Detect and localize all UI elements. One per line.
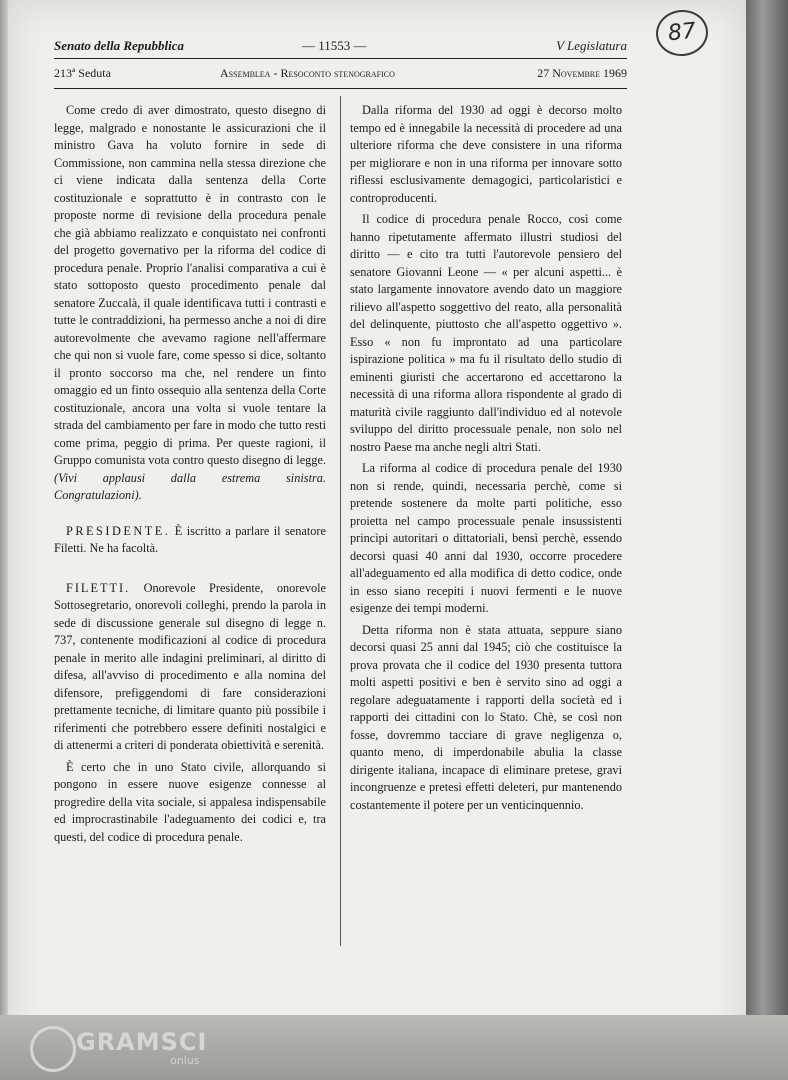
header-legislature: V Legislatura — [556, 38, 627, 53]
watermark-circle-icon — [30, 1026, 76, 1072]
paragraph-presidente: PRESIDENTE. È iscritto a parlare il senatore Filetti. Ne ha facoltà. — [54, 523, 326, 555]
paragraph: Come credo di aver dimostrato, questo disegno di legge, malgrado e nonostante le assicurazioni che il ministro Gava ha voluto fornire in sede di Commissione, non cammina nella stessa direzione che ci viene indicata dalla sentenza della Corte costituzionale e soprattutto è in contrasto con le proposte norme di revisione della procedura penale che già abbiamo realizzato e conquistato nei confronti del progetto governativo per la riforma del codice di procedura penale. Proprio l'analisi comparativa a cui è stato sottoposto questo procedimento penale dal senatore Zuccalà, il quale identificava tutti i contrasti e tutte le contraddizioni, ha permesso anche a noi di dire autorevolmente che avevamo ragione nell'affermare che qui non si vuole fare, come spesso si dice, soltanto il pronto soccorso ma che, nel rendere un finto omaggio ed un finto ossequio alla sentenza della Corte costituzionale, ancora una volta si vuole tentare la strada del cambiamento per fare in modo che tutto resti come prima, peggio di prima. Per queste ragioni, il Gruppo comunista vota contro questo disegno di legge. (Vivi applausi dalla estrema sinistra. Congratulazioni). — [54, 103, 326, 502]
session-rule — [54, 88, 627, 89]
paragraph: Il codice di procedura penale Rocco, così come hanno ripetutamente affermato illustri studiosi del diritto — e cito tra tutti l'autorevole pensiero del senatore Giovanni Leone — « per alcuni aspetti... è stato largamente innovatore avendo dato un maggiore rilievo all'aspetto soggettivo del reato, alla personalità del delinquente, piuttosto che all'aspetto oggettivo ». Esso « non fu improntato ad una particolare ispirazione politica » ma fu il risultato dello studio di eminenti giuristi che accertarono ed accettarono la necessità di una riforma allora rispondente al grado di maturità civile raggiunto dall'individuo ed al notevole sviluppo del diritto processuale penale, non solo nel nostro Paese ma anche negli altri Stati. — [350, 212, 622, 454]
right-column — [350, 102, 622, 818]
header-date: 27 Novembre 1969 — [537, 66, 627, 80]
header-section: Assemblea - Resoconto stenografico — [220, 66, 395, 80]
session-header — [54, 66, 627, 84]
paragraph: Detta riforma non è stata attuata, seppure siano decorsi quasi 25 anni dal 1945; ciò che costituisce la prova provata che il codice del 1930 presenta tuttora molti aspetti positivi e ben è servito sino ad oggi a regolare adeguatamente i rapporti della società ed i rapporti dei cittadini con lo Stato. Chè, se così non fosse, dovremmo tacciare di grave negligenza o, quanto meno, di imperdonabile abulia la classe dirigente italiana, incapace di eliminare pretese, gravi incongruenze e pretesi effetti deleteri, pur mantenendo costantemente il potere per un venticinquennio. — [350, 622, 622, 812]
applause-note: (Vivi applausi dalla estrema sinistra. Congratulazioni). — [54, 470, 326, 502]
header-seduta: 213ª Seduta — [54, 66, 111, 80]
watermark-text: GRAMSCI — [76, 1028, 208, 1056]
header-rule — [54, 58, 627, 59]
speaker-name: FILETTI. — [66, 580, 131, 595]
watermark-subtext: onlus — [170, 1054, 200, 1067]
paragraph-filetti: FILETTI. Onorevole Presidente, onorevole Sottosegretario, onorevoli colleghi, prendo la parola in sede di discussione generale sul disegno di legge n. 737, contenente modificazioni al codice di procedura penale in merito alle indagini preliminari, al diritto di difesa, all'avviso di procedimento e alla nomina del difensore, prefiggendomi di fare considerazioni prettamente tecniche, di limitare quanto più possibile i riferimenti che potrebbero essere definiti nostalgici e di attenermi a criteri di ponderata obiettività e serenità. — [54, 580, 326, 752]
running-header — [54, 38, 627, 56]
left-column — [54, 102, 326, 850]
column-divider — [340, 96, 341, 946]
paragraph: La riforma al codice di procedura penale del 1930 non si rende, quindi, necessaria perchè, come si pretende sostenere da molte parti politiche, esso proietta nel campo processuale penale insussistenti princìpi autoritari o dittatoriali, bensì perchè, essendo decorsi quasi 40 anni dal 1930, occorre procedere all'adeguamento ed alla modifica di detto codice, onde in esso siano recepiti i nuovi fermenti e le nuove esigenze dei tempi moderni. — [350, 461, 622, 615]
header-page-number: — 11553 — — [302, 38, 367, 53]
page-stamp: 87 — [654, 7, 711, 58]
header-institution: Senato della Repubblica — [54, 38, 184, 53]
watermark-logo — [30, 1022, 230, 1072]
paragraph: È certo che in uno Stato civile, allorquando si pongono in essere nuove esigenze connesse al progredire della vita sociale, si appalesa indispensabile ed improcrastinabile l'adeguamento dei codici e, tra questi, del codice di procedura penale. — [54, 759, 326, 844]
paragraph: Dalla riforma del 1930 ad oggi è decorso molto tempo ed è innegabile la necessità di procedere ad una ulteriore riforma che deve consistere in una riforma per migliorare e non in una riforma per innovare sotto riflessi esclusivamente demagogici, particolaristici e controproducenti. — [350, 103, 622, 205]
scan-right-edge — [746, 0, 788, 1080]
speaker-name: PRESIDENTE. — [66, 523, 171, 538]
